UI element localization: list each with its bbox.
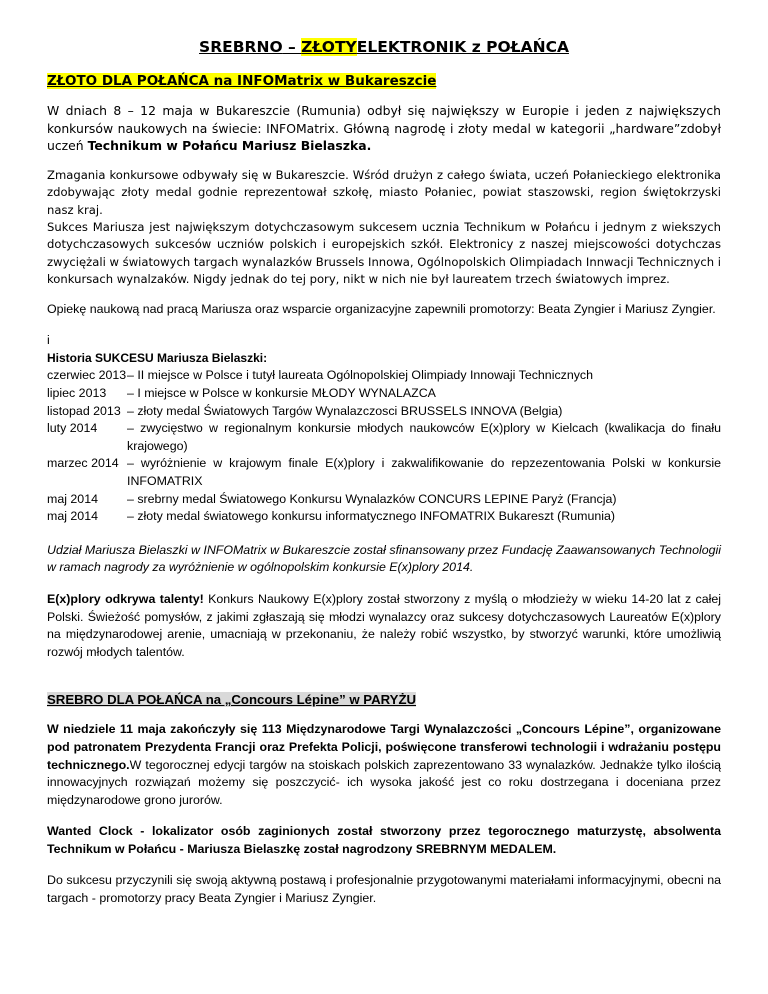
- history-date: luty 2014: [47, 421, 98, 436]
- history-row: [47, 491, 721, 509]
- history-marker: i: [47, 333, 50, 348]
- title-part-zloty: ZŁOTY: [301, 38, 357, 56]
- section2-p1-text: W tegorocznej edycji targów na stoiskach polskich zaprezentowano 33 wynalazków. Jednakże tylko ilością innowacyjnych rozwiązań możemy się poszczycić- ich wysoka jakość jest co roku dostrzegana i doceniana przez międzynarodowe grono jurorów.: [47, 757, 721, 807]
- history-row: [47, 420, 721, 455]
- history-heading: Historia SUKCESU Mariusza Bielaszki:: [47, 350, 268, 365]
- title-part-srebrno: SREBRNO: [199, 38, 283, 56]
- history-row: [47, 367, 721, 385]
- history-row: [47, 403, 721, 421]
- history-text: – I miejsce w Polsce w konkursie MŁODY WYNALAZCA: [127, 386, 436, 400]
- explory-bold: E(x)plory odkrywa talenty!: [47, 591, 204, 606]
- section1-p1-text: W dniach 8 – 12 maja w Bukareszcie (Rumunia) odbył się największy w Europie i jeden z największych konkursów naukowych na świecie: INFOMatrix. Główną nagrodę i złoty medal w kategorii „hardware”zdobył uczeń: [47, 103, 721, 154]
- explory-text: Konkurs Naukowy E(x)plory został stworzony z myślą o młodzieży w wieku 14-20 lat z całej Polski. Świeżość pomysłów, z jakimi zgłaszają się młodzi wynalazcy oraz sukcesy dotychczasowych Laureatów E(x)plory na międzynarodowej arenie, umacniają w przekonaniu, że należy robić wszystko, by stworzyć warunki, które umożliwią rozwój młodych talentów.: [47, 591, 721, 659]
- history-text: – srebrny medal Światowego Konkursu Wynalazków CONCURS LEPINE Paryż (Francja): [127, 491, 617, 506]
- history-block: [47, 332, 721, 526]
- section2-heading: SREBRO DLA POŁAŃCA na „Concours Lépine” w PARYŻU: [47, 692, 417, 708]
- title-dash: –: [282, 38, 302, 56]
- section1-heading: ZŁOTO DLA POŁAŃCA na INFOMatrix w Bukareszcie: [47, 73, 437, 89]
- history-text: – złoty medal światowego konkursu informatycznego INFOMATRIX Bukareszt (Rumunia): [127, 509, 616, 524]
- history-text: – II miejsce w Polsce i tutył laureata Ogólnopolskiej Olimpiady Innowaji Technicznych: [127, 368, 594, 383]
- section2-paragraph-2: [47, 823, 721, 858]
- history-date: listopad 2013: [47, 403, 121, 418]
- funding-text: Udział Mariusza Bielaszki w INFOMatrix w Bukareszcie został sfinansowany przez Fundację Zaawansowanych Technologii w ramach nagrody za wyróżnienie w ogólnopolskim konkursie E(x)plory 2014.: [47, 542, 721, 575]
- history-date: maj 2014: [47, 509, 98, 524]
- section2-paragraph-1: [47, 721, 721, 809]
- history-row: [47, 455, 721, 490]
- section1-paragraph-2: Zmagania konkursowe odbywały się w Bukareszcie. Wśród drużyn z całego świata, uczeń Połanieckiego elektronika zdobywając złoty medal godnie reprezentował szkołę, miasto Połaniec, powiat staszowski, region świętokrzyski nasz kraj.: [47, 167, 721, 217]
- history-date: czerwiec 2013: [47, 368, 127, 383]
- history-date: lipiec 2013: [47, 386, 107, 400]
- section1-paragraph-3: Sukces Mariusza jest największym dotychczasowym sukcesem ucznia Technikum w Połańcu i jednym z wiekszych dotychczasowych sukcesów uczniów polskich i europejskich szkół. Elektronicy z naszej miejscowości dotychczas zwyciężali w światowych targach wynalazków Brussels Innowa, Ogólnopolskich Olimpiadach Innwacji Technicznych i konkursach wynalzaków. Nigdy jednak do tej pory, nikt w nich nie był laureatem trzech światowych imprez.: [47, 220, 721, 287]
- history-date: marzec 2014: [47, 456, 119, 471]
- section2-paragraph-3: Do sukcesu przyczynili się swoją aktywną postawą i profesjonalnie przygotowanymi materiałami informacyjnymi, obecni na targach - promotorzy pracy Beata Zyngier i Mariusz Zyngier.: [47, 873, 721, 906]
- section1-p1-bold: Technikum w Połańcu Mariusz Bielaszka.: [87, 138, 372, 154]
- section2-p1-bold: W niedziele 11 maja zakończyły się 113 Międzynarodowe Targi Wynalazczości „Concours Lépine”, organizowane pod patronatem Prezydenta Francji oraz Prefekta Policji, poświęcone transferowi technologii i wdrażaniu postępu technicznego.: [47, 722, 721, 772]
- history-row: [47, 385, 721, 403]
- explory-paragraph: [47, 591, 721, 661]
- history-text: – złoty medal Światowych Targów Wynalazczosci BRUSSELS INNOVA (Belgia): [127, 403, 563, 418]
- section1-paragraph-1: [47, 102, 721, 155]
- history-text: – zwycięstwo w regionalnym konkursie młodych naukowców E(x)plory w Kielcach (kwalikacja do finału krajowego): [127, 421, 721, 453]
- document-title: [47, 38, 721, 56]
- document-page: [47, 38, 721, 920]
- section2-heading-wrap: [47, 689, 721, 708]
- section2-p2-bold: Wanted Clock - lokalizator osób zaginionych został stworzony przez tegorocznego maturzystę, absolwenta Technikum w Połańcu - Mariusza Bielaszkę został nagrodzony SREBRNYM MEDALEM.: [47, 824, 721, 856]
- history-row: [47, 508, 721, 526]
- funding-note: [47, 542, 721, 577]
- history-text: – wyróżnienie w krajowym finale E(x)plory i zakwalifikowanie do repzezentowania Polski w konkursie INFOMATRIX: [127, 456, 721, 488]
- history-date: maj 2014: [47, 491, 98, 506]
- title-part-elektronik: ELEKTRONIK z POŁAŃCA: [356, 38, 569, 56]
- section1-paragraph-4: Opiekę naukową nad pracą Mariusza oraz wsparcie organizacyjne zapewnili promotorzy: Beata Zyngier i Mariusz Zyngier.: [47, 301, 716, 316]
